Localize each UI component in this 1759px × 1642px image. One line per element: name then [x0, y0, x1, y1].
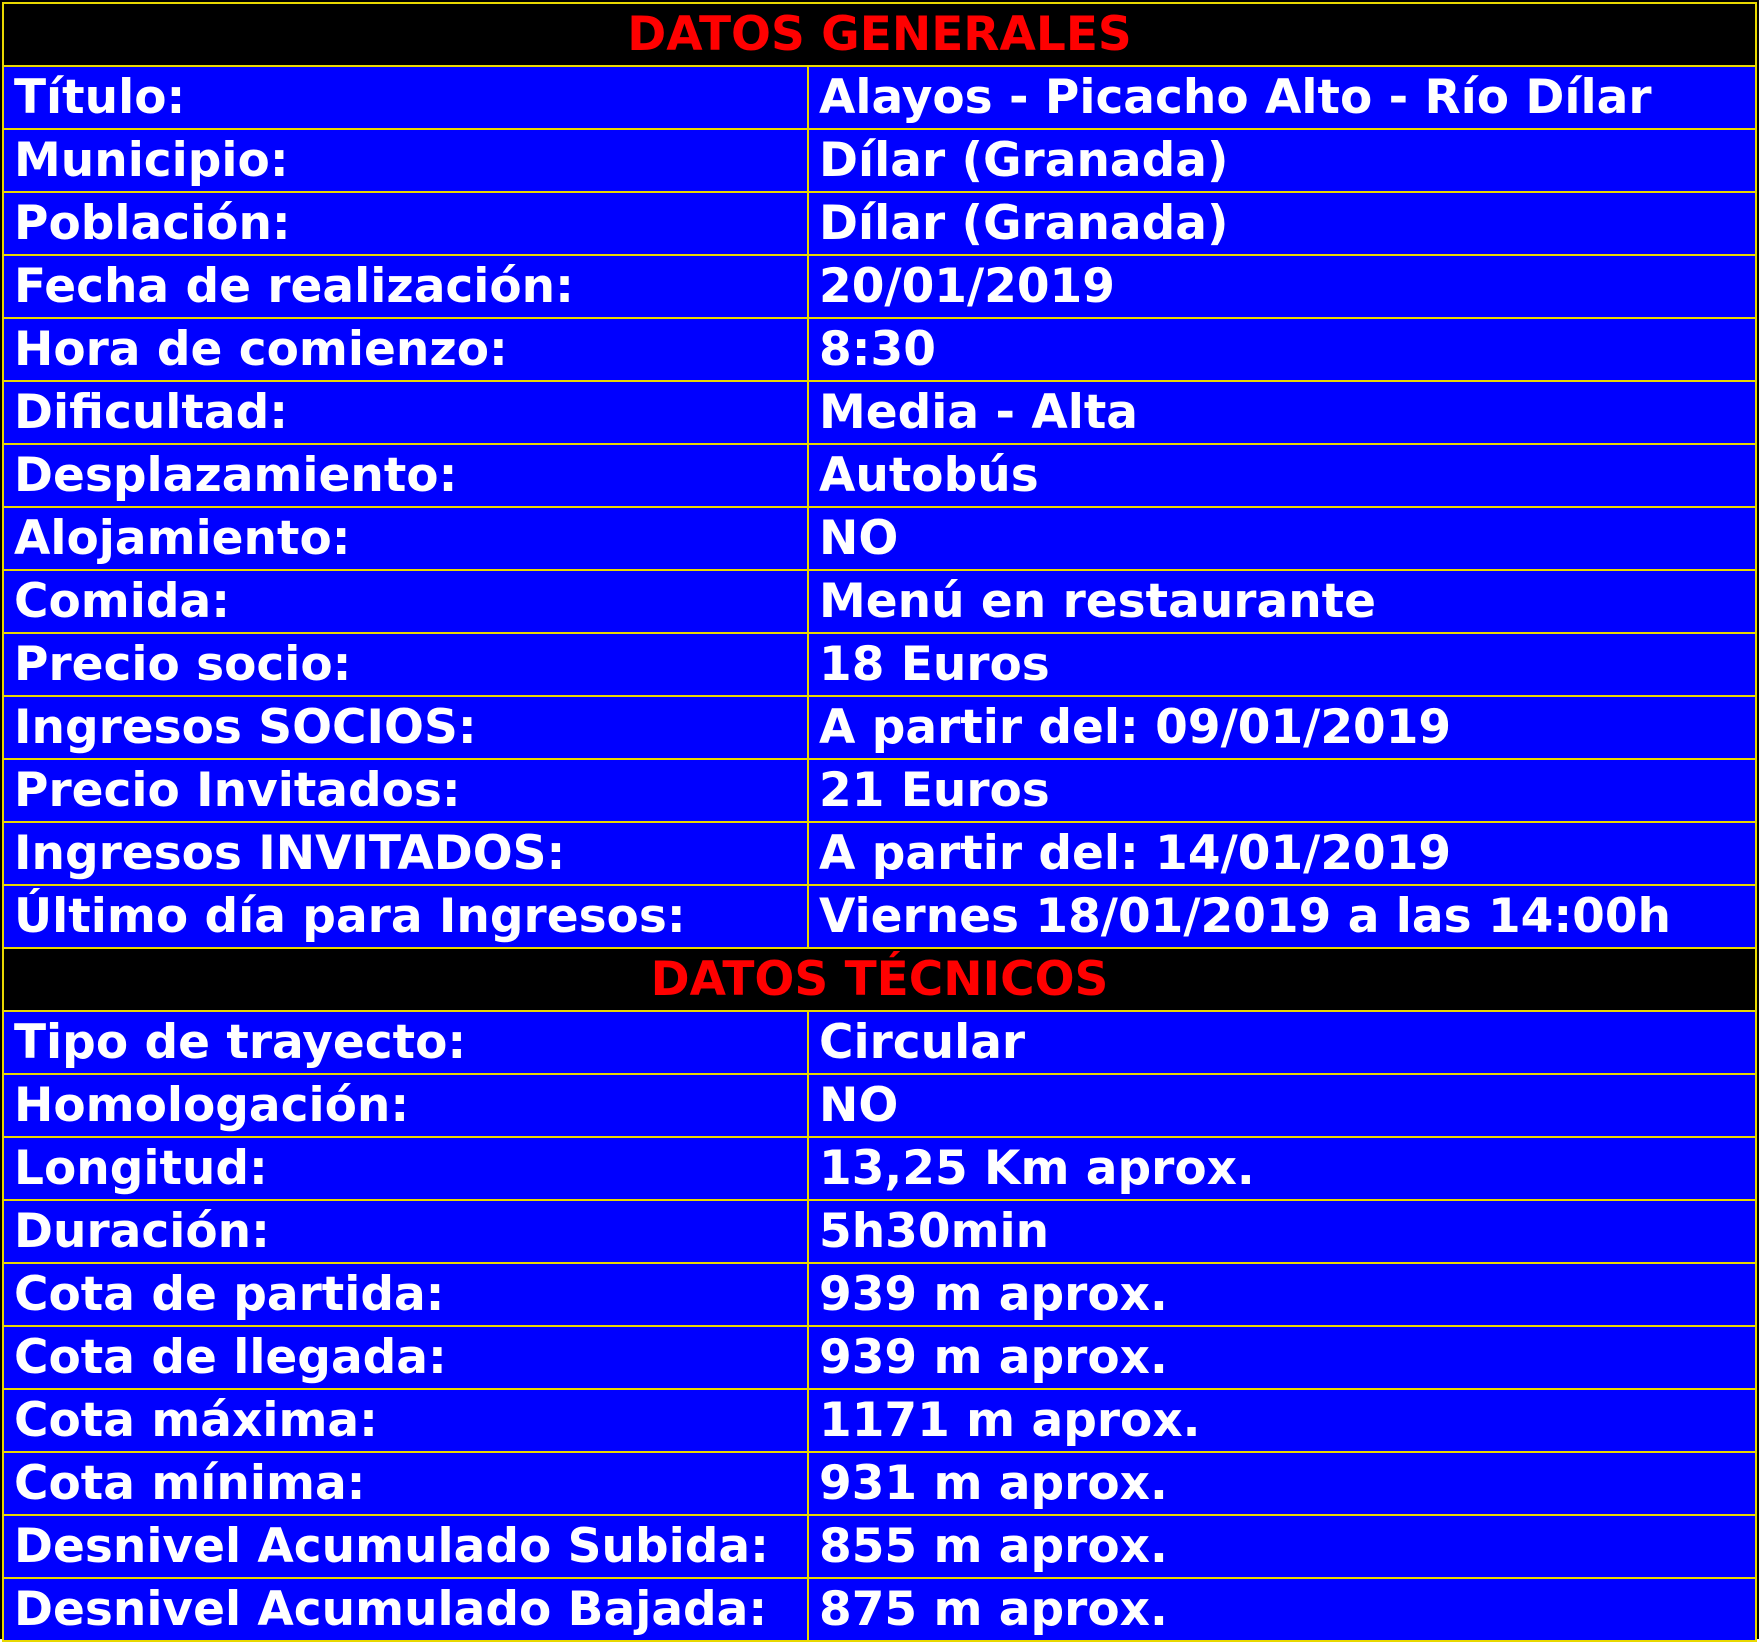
- table-row: [3, 129, 1756, 192]
- row-value: 939 m aprox.: [808, 1263, 1756, 1326]
- table-row: [3, 255, 1756, 318]
- section-header-technical: [3, 948, 1756, 1011]
- row-value: Dílar (Granada): [808, 192, 1756, 255]
- row-value: 21 Euros: [808, 759, 1756, 822]
- table-row: [3, 1137, 1756, 1200]
- row-label: Homologación:: [3, 1074, 808, 1137]
- row-label: Cota de llegada:: [3, 1326, 808, 1389]
- row-value: Viernes 18/01/2019 a las 14:00h: [808, 885, 1756, 948]
- table-row: [3, 570, 1756, 633]
- table-row: [3, 1200, 1756, 1263]
- table-row: [3, 1326, 1756, 1389]
- table-row: [3, 1578, 1756, 1641]
- row-label: Comida:: [3, 570, 808, 633]
- row-value: 13,25 Km aprox.: [808, 1137, 1756, 1200]
- row-label: Duración:: [3, 1200, 808, 1263]
- section-title: DATOS GENERALES: [3, 3, 1756, 66]
- table-row: [3, 759, 1756, 822]
- table-row: [3, 1011, 1756, 1074]
- section-title: DATOS TÉCNICOS: [3, 948, 1756, 1011]
- row-value: NO: [808, 507, 1756, 570]
- table-row: [3, 507, 1756, 570]
- row-value: Circular: [808, 1011, 1756, 1074]
- row-label: Dificultad:: [3, 381, 808, 444]
- row-label: Población:: [3, 192, 808, 255]
- row-label: Desnivel Acumulado Bajada:: [3, 1578, 808, 1641]
- row-value: Menú en restaurante: [808, 570, 1756, 633]
- row-label: Municipio:: [3, 129, 808, 192]
- row-value: 20/01/2019: [808, 255, 1756, 318]
- row-label: Ingresos SOCIOS:: [3, 696, 808, 759]
- table-row: [3, 885, 1756, 948]
- table-row: [3, 192, 1756, 255]
- row-value: 1171 m aprox.: [808, 1389, 1756, 1452]
- row-label: Título:: [3, 66, 808, 129]
- row-value: 8:30: [808, 318, 1756, 381]
- table-row: [3, 822, 1756, 885]
- table-row: [3, 66, 1756, 129]
- row-value: 18 Euros: [808, 633, 1756, 696]
- row-value: Autobús: [808, 444, 1756, 507]
- table-row: [3, 1452, 1756, 1515]
- table-row: [3, 1263, 1756, 1326]
- row-value: NO: [808, 1074, 1756, 1137]
- table-row: [3, 1515, 1756, 1578]
- table-row: [3, 1389, 1756, 1452]
- row-value: 931 m aprox.: [808, 1452, 1756, 1515]
- table-row: [3, 318, 1756, 381]
- row-label: Cota de partida:: [3, 1263, 808, 1326]
- row-label: Cota máxima:: [3, 1389, 808, 1452]
- row-value: 939 m aprox.: [808, 1326, 1756, 1389]
- section-header-general: [3, 3, 1756, 66]
- row-label: Longitud:: [3, 1137, 808, 1200]
- row-value: 875 m aprox.: [808, 1578, 1756, 1641]
- row-value: A partir del: 09/01/2019: [808, 696, 1756, 759]
- row-label: Desplazamiento:: [3, 444, 808, 507]
- row-label: Fecha de realización:: [3, 255, 808, 318]
- route-info-table: [2, 2, 1757, 1642]
- row-label: Hora de comienzo:: [3, 318, 808, 381]
- table-row: [3, 444, 1756, 507]
- row-label: Precio Invitados:: [3, 759, 808, 822]
- row-label: Alojamiento:: [3, 507, 808, 570]
- row-value: Alayos - Picacho Alto - Río Dílar: [808, 66, 1756, 129]
- row-label: Cota mínima:: [3, 1452, 808, 1515]
- row-label: Precio socio:: [3, 633, 808, 696]
- table-row: [3, 1074, 1756, 1137]
- row-label: Ingresos INVITADOS:: [3, 822, 808, 885]
- row-value: Dílar (Granada): [808, 129, 1756, 192]
- row-label: Último día para Ingresos:: [3, 885, 808, 948]
- row-value: 5h30min: [808, 1200, 1756, 1263]
- row-value: 855 m aprox.: [808, 1515, 1756, 1578]
- row-value: Media - Alta: [808, 381, 1756, 444]
- row-label: Tipo de trayecto:: [3, 1011, 808, 1074]
- table-row: [3, 696, 1756, 759]
- row-value: A partir del: 14/01/2019: [808, 822, 1756, 885]
- table-row: [3, 633, 1756, 696]
- table-row: [3, 381, 1756, 444]
- row-label: Desnivel Acumulado Subida:: [3, 1515, 808, 1578]
